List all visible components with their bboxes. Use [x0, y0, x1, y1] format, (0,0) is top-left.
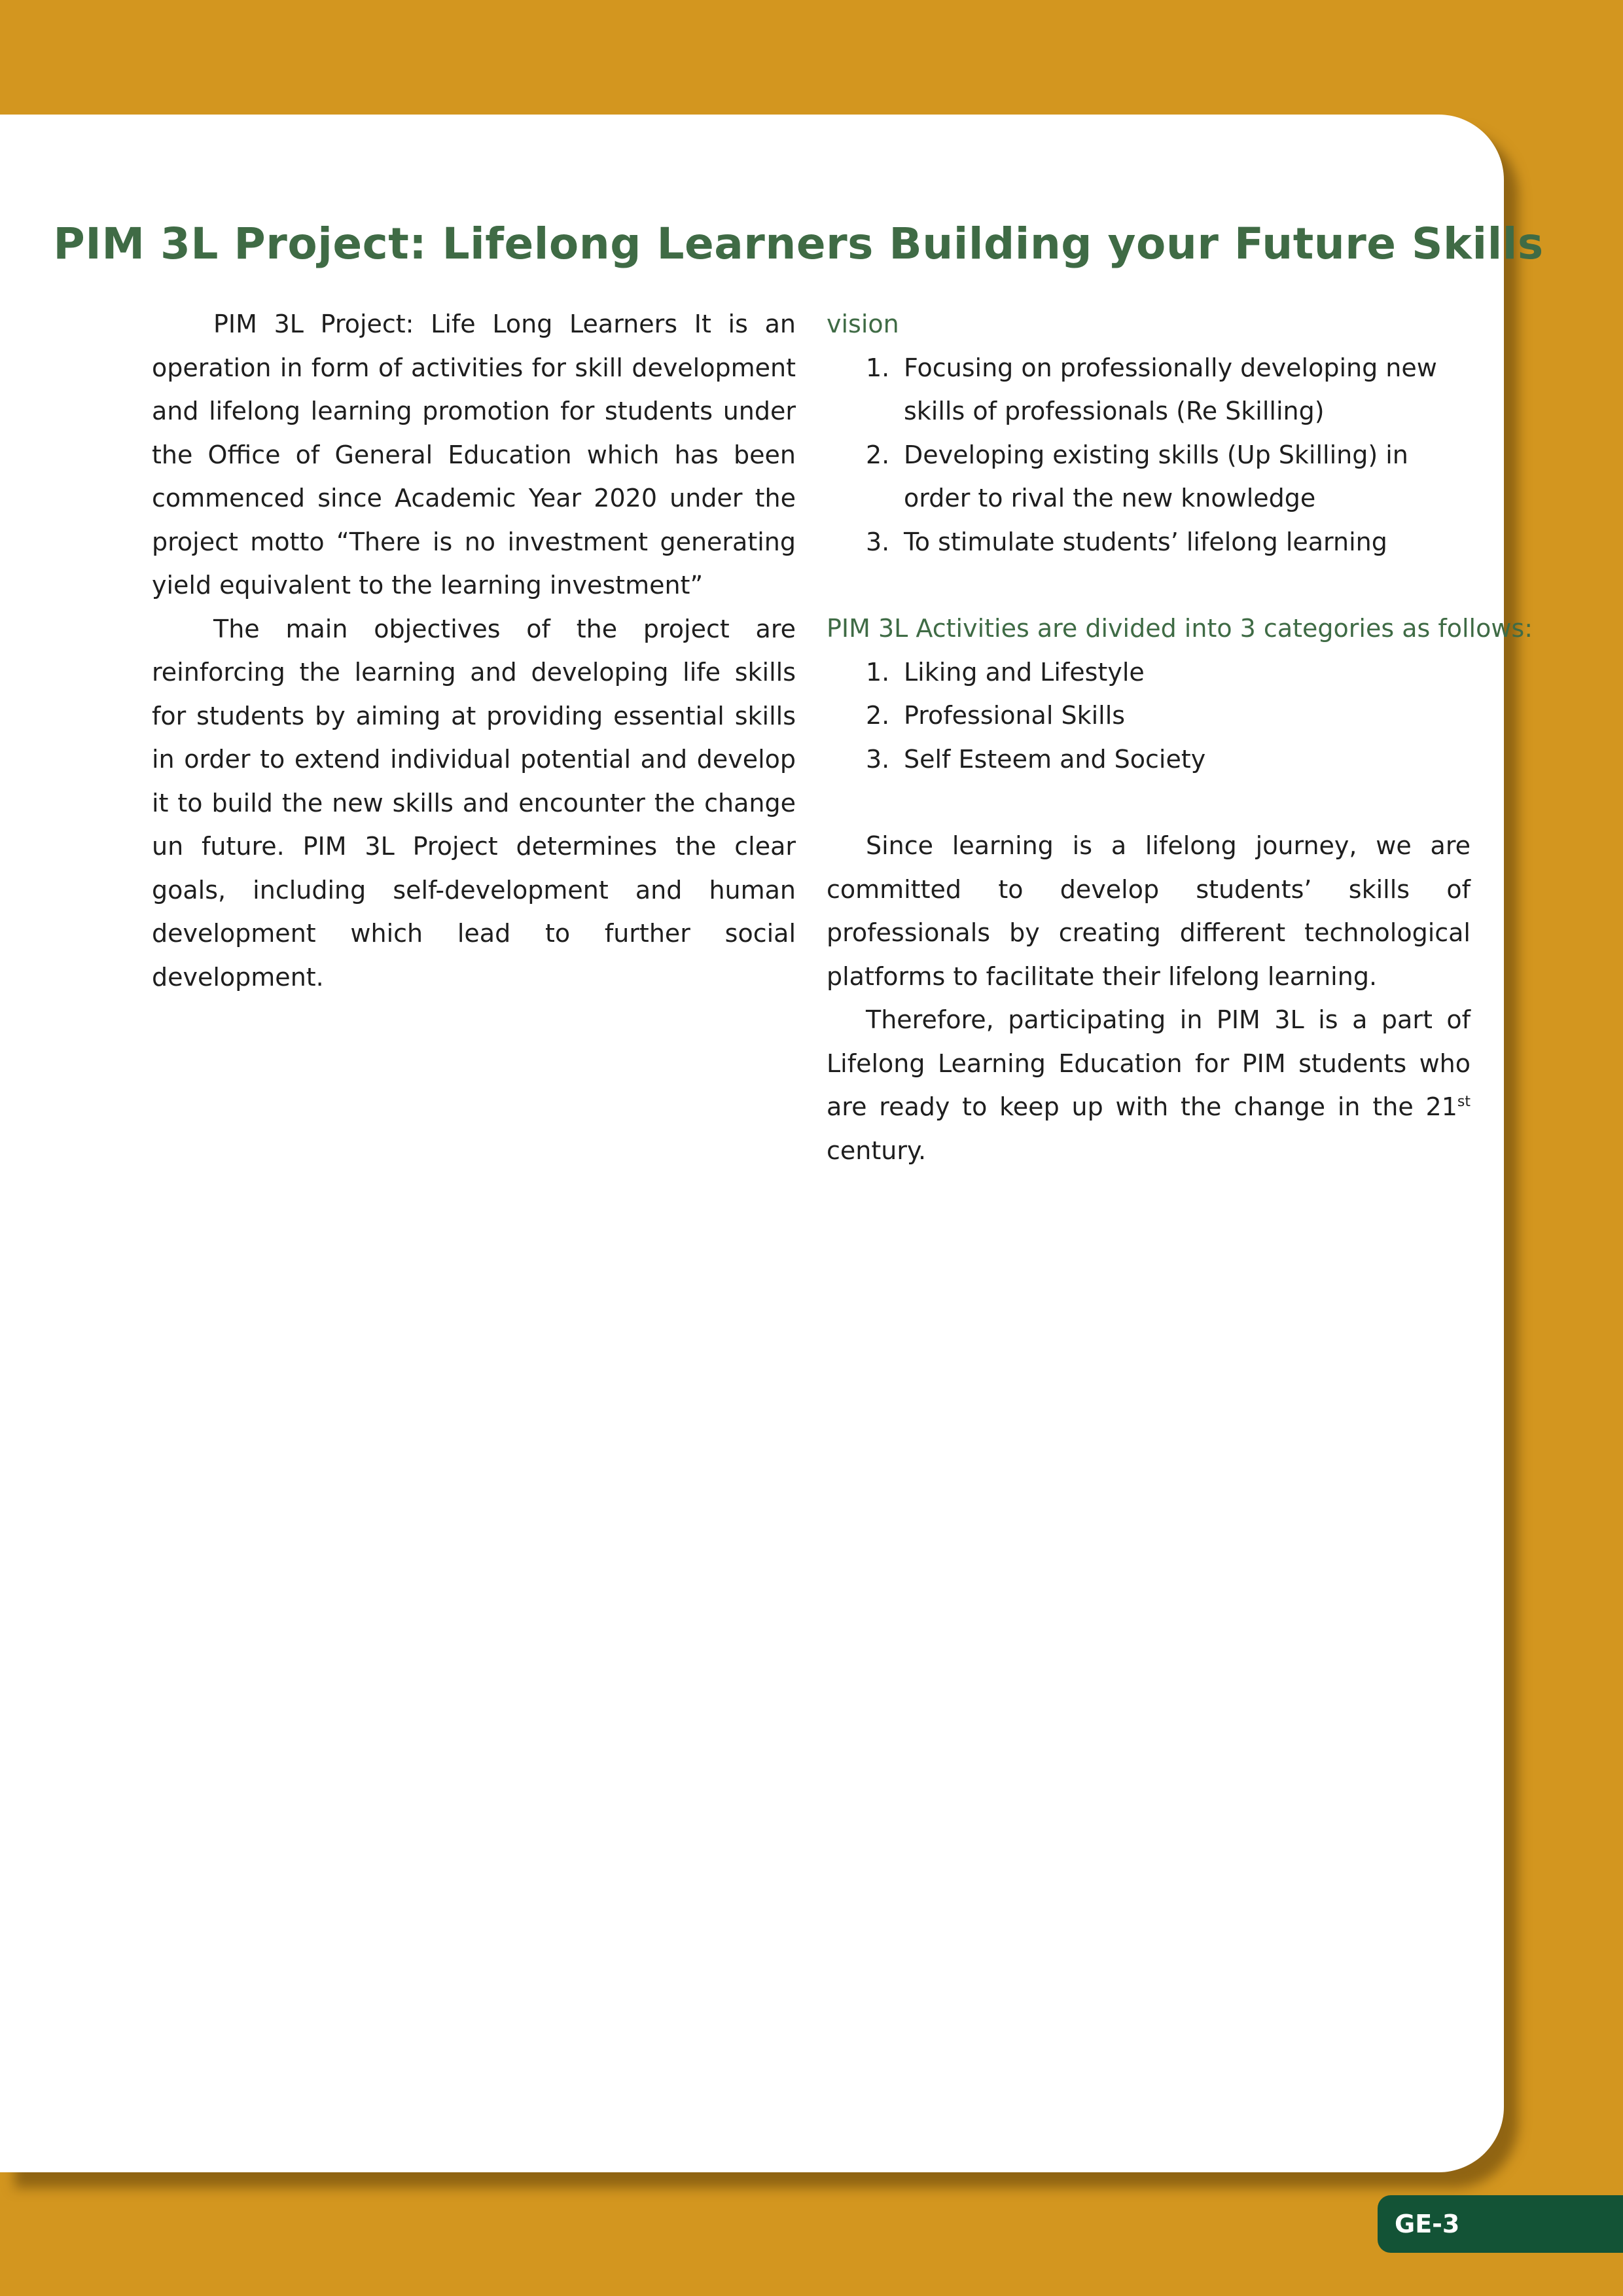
- list-item-text: Self Esteem and Society: [904, 744, 1206, 774]
- list-item: [827, 651, 1471, 694]
- list-item-text: To stimulate students’ lifelong learning: [904, 527, 1387, 556]
- list-item: [827, 694, 1471, 738]
- spacer: [827, 564, 1471, 607]
- list-item: [827, 520, 1471, 564]
- right-column: [827, 302, 1533, 1172]
- conclusion-text: Therefore, participating in PIM 3L is a part of Lifelong Learning Education for PIM students who are ready to keep up with the change in the 21: [827, 1005, 1471, 1121]
- list-item: [827, 346, 1471, 433]
- list-item-text: Developing existing skills (Up Skilling) in order to rival the new knowledge: [904, 440, 1408, 512]
- vision-heading: vision: [827, 310, 899, 338]
- conclusion-end: century.: [827, 1136, 927, 1165]
- list-number: 1.: [866, 353, 890, 382]
- ordinal-suffix: st: [1457, 1094, 1471, 1110]
- activities-list: [827, 651, 1471, 781]
- list-item-text: Professional Skills: [904, 701, 1126, 730]
- list-number: 2.: [866, 440, 890, 469]
- objectives-paragraph: The main objectives of the project are reinforcing the learning and developing life skills for students by aiming at providing essential skills in order to extend individual potential and develop it to build the new skills and encounter the change un future. PIM 3L Project determines the clear goals, including self-development and human development which lead to further social development.: [152, 614, 796, 992]
- list-item: [827, 738, 1471, 781]
- left-column: [152, 302, 796, 999]
- vision-list: [827, 346, 1471, 564]
- list-number: 3.: [866, 744, 890, 774]
- list-item-text: Focusing on professionally developing new skills of professionals (Re Skilling): [904, 353, 1437, 425]
- spacer: [827, 781, 1471, 824]
- list-number: 1.: [866, 657, 890, 687]
- page-title: PIM 3L Project: Lifelong Learners Building your Future Skills: [53, 219, 1544, 270]
- list-number: 2.: [866, 701, 890, 730]
- page-number: GE-3: [1395, 2210, 1460, 2238]
- activities-heading: PIM 3L Activities are divided into 3 categories as follows:: [827, 614, 1533, 643]
- intro-paragraph: PIM 3L Project: Life Long Learners It is an operation in form of activities for skill development and lifelong learning promotion for students under the Office of General Education which has been commenced since Academic Year 2020 under the project motto “There is no investment generating yield equivalent to the learning investment”: [152, 310, 796, 600]
- list-number: 3.: [866, 527, 890, 556]
- conclusion-paragraph: [827, 998, 1471, 1172]
- list-item-text: Liking and Lifestyle: [904, 657, 1145, 687]
- lifelong-paragraph: Since learning is a lifelong journey, we are committed to develop students’ skills of professionals by creating different technological platforms to facilitate their lifelong learning.: [827, 831, 1471, 991]
- page-number-tab: [1378, 2195, 1623, 2253]
- list-item: [827, 433, 1471, 520]
